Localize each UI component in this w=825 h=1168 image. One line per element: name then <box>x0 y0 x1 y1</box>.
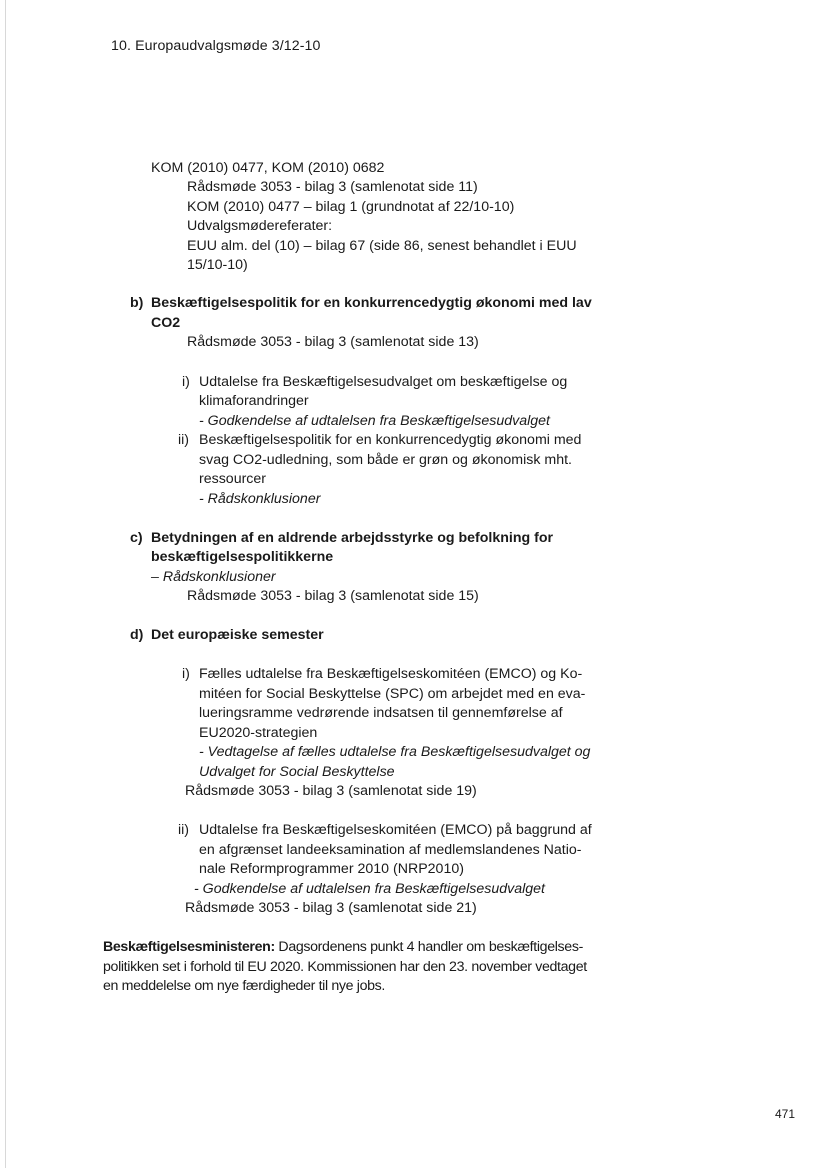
sub-text: svag CO2-udledning, som både er grøn og økonomisk mht. <box>199 452 572 468</box>
statement-line: en meddelelse om nye færdigheder til nye jobs. <box>103 978 386 994</box>
sub-num: i) <box>182 374 190 390</box>
sub-text: klimaforandringer <box>199 393 309 409</box>
sub-text: EU2020-strategien <box>199 725 318 741</box>
sub-action: - Godkendelse af udtalelsen fra Beskæftigelsesudvalget <box>194 881 545 897</box>
item-label: c) <box>130 530 143 546</box>
page-header: 10. Europaudvalgsmøde 3/12-10 <box>111 38 321 54</box>
sub-action: Udvalget for Social Beskyttelse <box>199 764 395 780</box>
item-title: Betydningen af en aldrende arbejdsstyrke og befolkning for <box>151 530 554 546</box>
ref-line: Rådsmøde 3053 - bilag 3 (samlenotat side 11) <box>187 179 478 195</box>
item-action: – Rådskonklusioner <box>151 569 276 585</box>
sub-text: Beskæftigelsespolitik for en konkurrencedygtig økonomi med <box>199 432 582 448</box>
item-title: Det europæiske semester <box>151 627 324 643</box>
ref-line: KOM (2010) 0477, KOM (2010) 0682 <box>151 160 385 176</box>
ref-line: Udvalgsmødereferater: <box>187 218 333 234</box>
council-ref: Rådsmøde 3053 - bilag 3 (samlenotat side 19) <box>185 783 477 799</box>
sub-num: ii) <box>178 822 190 838</box>
sub-text: nale Reformprogrammer 2010 (NRP2010) <box>199 861 464 877</box>
item-label: d) <box>130 627 144 643</box>
sub-text: Fælles udtalelse fra Beskæftigelseskomitéen (EMCO) og Ko- <box>199 666 583 682</box>
statement-line: politikken set i forhold til EU 2020. Kommissionen har den 23. november vedtaget <box>103 959 587 975</box>
statement-line <box>103 938 583 958</box>
sub-action: - Godkendelse af udtalelsen fra Beskæftigelsesudvalget <box>199 413 550 429</box>
sub-text: en afgrænset landeeksamination af medlemslandenes Natio- <box>199 842 582 858</box>
item-label: b) <box>130 295 144 311</box>
item-title: beskæftigelsespolitikkerne <box>151 549 334 565</box>
ref-line: EUU alm. del (10) – bilag 67 (side 86, senest behandlet i EUU <box>187 238 577 254</box>
sub-text: ressourcer <box>199 471 267 487</box>
sub-num: ii) <box>178 432 190 448</box>
ref-line: 15/10-10) <box>187 257 248 273</box>
sub-text: mitéen for Social Beskyttelse (SPC) om arbejdet med en eva- <box>199 686 586 702</box>
item-title: CO2 <box>151 315 181 331</box>
sub-action: - Vedtagelse af fælles udtalelse fra Beskæftigelsesudvalget og <box>199 744 591 760</box>
sub-text: lueringsramme vedrørende indsatsen til gennemførelse af <box>199 705 563 721</box>
page-number: 471 <box>775 1107 796 1121</box>
council-ref: Rådsmøde 3053 - bilag 3 (samlenotat side 21) <box>185 900 477 916</box>
statement-text: Dagsordenens punkt 4 handler om beskæftigelses- <box>274 939 583 955</box>
sub-text: Udtalelse fra Beskæftigelsesudvalget om beskæftigelse og <box>199 374 568 390</box>
council-ref: Rådsmøde 3053 - bilag 3 (samlenotat side 13) <box>187 334 479 350</box>
sub-text: Udtalelse fra Beskæftigelseskomitéen (EMCO) på baggrund af <box>199 822 592 838</box>
speaker-name: Beskæftigelsesministeren: <box>103 939 275 955</box>
sub-num: i) <box>182 666 190 682</box>
item-title: Beskæftigelsespolitik for en konkurrencedygtig økonomi med lav <box>151 295 592 311</box>
ref-line: KOM (2010) 0477 – bilag 1 (grundnotat af 22/10-10) <box>187 199 515 215</box>
sub-action: - Rådskonklusioner <box>199 491 321 507</box>
council-ref: Rådsmøde 3053 - bilag 3 (samlenotat side 15) <box>187 588 479 604</box>
scan-edge <box>5 0 6 1168</box>
